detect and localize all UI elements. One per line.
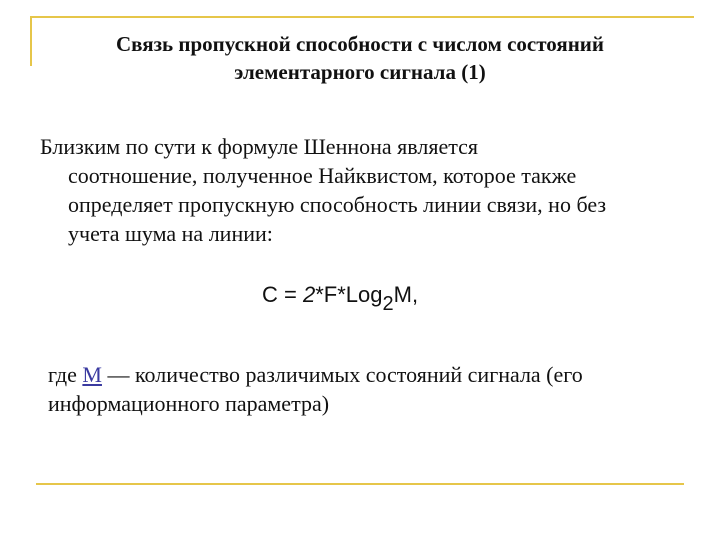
formula-log: Log [345,282,383,307]
formula-two: 2 [302,282,316,307]
formula-lhs: C [262,282,278,307]
title-line-2: элементарного сигнала (1) [234,60,486,84]
slide-title [40,30,680,86]
formula-f: F [323,282,338,307]
body-line-1: Близким по сути к формуле Шеннона является [40,134,479,159]
body-line-3: определяет пропускную способность линии связи, но без [68,192,607,217]
body-line-2: соотношение, полученное Найквистом, которое также [68,163,577,188]
note-prefix: где [48,362,83,387]
frame-bottom-line [36,483,684,485]
formula-arg: M, [393,282,419,307]
formula-log-base: 2 [382,293,394,315]
frame-top-line [30,16,694,18]
note-paragraph [48,360,688,418]
note-symbol-link[interactable]: M [82,362,102,387]
formula-star-2: * [337,282,346,307]
frame-left-line [30,16,32,66]
note-line-2: информационного параметра) [48,391,330,416]
formula-equals: = [277,282,303,307]
note-line-1-rest: — количество различимых состояний сигнала (его [101,362,583,387]
body-line-4: учета шума на линии: [68,221,273,246]
body-paragraph [40,132,680,248]
title-line-1: Связь пропускной способности с числом состояний [115,32,605,56]
formula-star-1: * [315,282,324,307]
nyquist-formula [262,282,419,315]
